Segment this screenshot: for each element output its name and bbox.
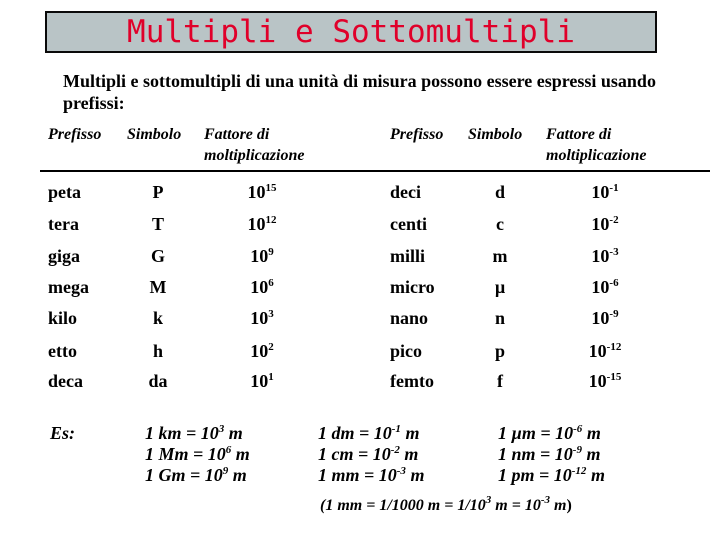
prefix-symbol: d [494, 182, 505, 202]
prefix-symbol: P [152, 182, 164, 202]
prefix-name: micro [390, 277, 435, 297]
header-symbol-right: Simbolo [468, 126, 523, 143]
prefix-symbol: da [148, 371, 168, 391]
prefix-name: centi [390, 214, 427, 234]
prefix-symbol: n [494, 308, 505, 328]
multiplication-factor: $10^{-1}$ [591, 182, 619, 202]
prefix-symbol: k [152, 308, 163, 328]
prefix-symbol: M [149, 277, 167, 297]
prefix-name: femto [390, 371, 434, 391]
example-equation: 1 km = $10^3$ m [145, 423, 243, 443]
header-divider [40, 170, 710, 172]
header-symbol-left: Simbolo [127, 126, 182, 143]
header-factor-right: Fattore di moltiplicazione [546, 126, 647, 164]
header-prefix-right: Prefisso [390, 126, 444, 143]
example-equation: 1 $\mu m = 10^{-6}$ m [498, 423, 601, 443]
multiplication-factor: $10^2$ [250, 341, 274, 361]
prefix-symbol: m [492, 246, 508, 266]
prefix-symbol: f [497, 371, 503, 391]
prefix-name: deca [48, 371, 83, 391]
prefix-symbol: p [494, 341, 505, 361]
multiplication-factor: $10^{-3}$ [591, 246, 619, 266]
header-prefix-left: Prefisso [48, 126, 102, 143]
prefix-name: mega [48, 277, 89, 297]
page-title: Multipli e Sottomultipli [127, 14, 575, 50]
prefix-name: milli [390, 246, 425, 266]
multiplication-factor: $10^9$ [250, 246, 274, 266]
prefix-symbol: h [152, 341, 163, 361]
prefix-name: etto [48, 341, 77, 361]
prefix-name: deci [390, 182, 421, 202]
intro-text: Multipli e sottomultipli di una unità di misura possono essere espressi usando prefissi: [63, 71, 656, 113]
multiplication-factor: $10^{-12}$ [588, 341, 622, 361]
example-equation: 1 $Mm = 10^6$ m [145, 444, 250, 464]
prefix-symbol: G [150, 246, 165, 266]
multiplication-factor: $10^{-9}$ [591, 308, 619, 328]
multiplication-factor: $10^{-2}$ [591, 214, 619, 234]
multiplication-factor: $10^{15}$ [247, 182, 277, 202]
multiplication-factor: $10^{-6}$ [591, 277, 619, 297]
multiplication-factor: $10^3$ [250, 308, 274, 328]
multiplication-factor: $10^{12}$ [247, 214, 277, 234]
multiplication-factor: $10^6$ [250, 277, 274, 297]
prefix-name: tera [48, 214, 79, 234]
title-banner [45, 11, 657, 53]
example-equation: 1 pm = $10^{-12}$ m [498, 465, 605, 485]
example-equation: 1 cm = $10^{-2}$ m [318, 444, 419, 464]
prefix-name: nano [390, 308, 429, 328]
example-equation: 1 nm = $10^{-9}$ m [498, 444, 601, 464]
prefix-symbol: c [496, 214, 504, 234]
header-factor-left: Fattore di moltiplicazione [204, 126, 305, 164]
millimeter-note: (1 mm = 1/1000 $m = 1/10^3$ $m = 10^{-3}$ m) [320, 494, 572, 514]
example-equation: 1 dm = $10^{-1}$ m [318, 423, 420, 443]
example-equation: 1 mm = $10^{-3}$ m [318, 465, 425, 485]
example-equation: 1 $Gm = 10^9$ m [145, 465, 247, 485]
multiplication-factor: $10^{-15}$ [588, 371, 622, 391]
prefix-name: peta [48, 182, 81, 202]
prefix-name: kilo [48, 308, 78, 328]
examples-label: Es: [50, 423, 76, 443]
prefix-symbol: µ [494, 277, 506, 297]
prefix-symbol: T [151, 214, 164, 234]
prefix-name: giga [48, 246, 81, 266]
prefix-name: pico [390, 341, 423, 361]
multiplication-factor: $10^1$ [250, 371, 274, 391]
